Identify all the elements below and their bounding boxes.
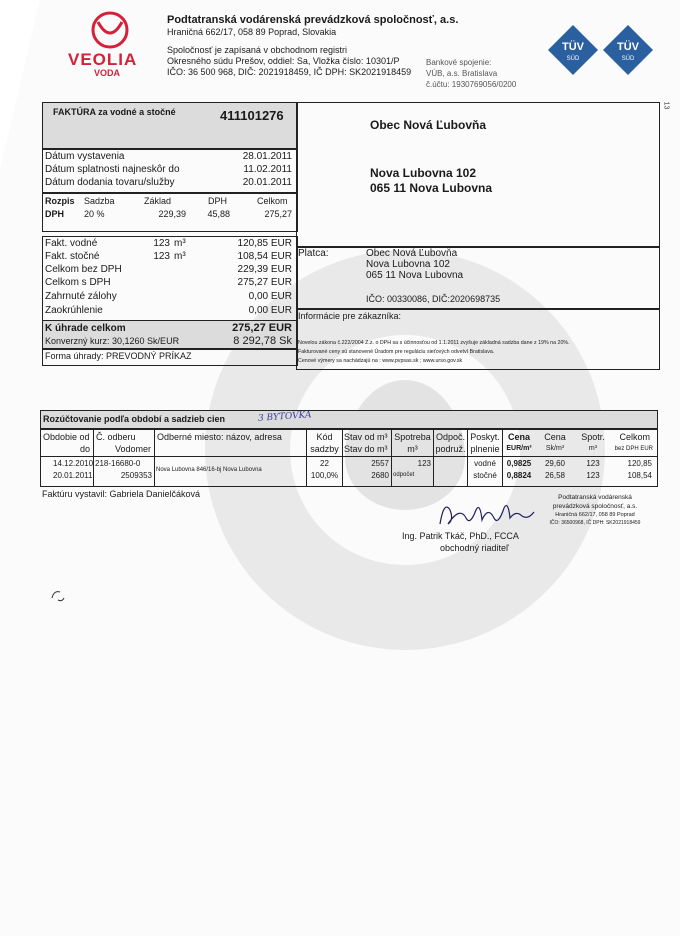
total-unit: m³ xyxy=(174,251,186,262)
hdr-spotr: Spotr. xyxy=(581,432,605,442)
date-due: 11.02.2011 xyxy=(243,164,292,175)
hdr-vodomer: Vodomer xyxy=(114,444,151,454)
company-ids: IČO: 36 500 968, DIČ: 2021918459, IČ DPH: SK2021918459 xyxy=(167,67,412,77)
row-plnenie: stočné xyxy=(473,471,497,480)
total-label: Zahrnuté zálohy xyxy=(45,291,117,302)
date-delivery: 20.01.2011 xyxy=(242,177,292,188)
total-qty: 123 xyxy=(153,251,170,262)
hdr-celkom: Celkom xyxy=(619,432,650,442)
total-value: 108,54 EUR xyxy=(237,251,292,262)
folded-corner xyxy=(0,0,40,170)
conversion-value: 8 292,78 Sk xyxy=(233,335,292,347)
total-value: 229,39 EUR xyxy=(237,264,292,275)
hdr-stav-od: Stav od m³ xyxy=(344,432,388,442)
payer-city: 065 11 Nova Lubovna xyxy=(366,270,464,281)
total-value: 275,27 EUR xyxy=(237,277,292,288)
hdr-miesto: Odberné miesto: názov, adresa xyxy=(157,432,282,442)
recipient-name: Obec Nová Ľubovňa xyxy=(370,118,487,132)
hdr-plnenie: plnenie xyxy=(470,444,500,454)
vat-celkom-header: Celkom xyxy=(257,196,288,206)
total-value: 120,85 EUR xyxy=(237,238,292,249)
payer-name: Obec Nová Ľubovňa xyxy=(366,248,458,259)
info-line-2: Fakturované ceny sú stanovené Úradom pre reguláciu sieťových odvetví Bratislava. xyxy=(298,349,495,355)
total-label: Zaokrúhlenie xyxy=(45,305,103,316)
bank-name: VÚB, a.s. Bratislava xyxy=(426,69,498,78)
payer-label: Platca: xyxy=(298,248,329,259)
row-cena-sk: 26,58 xyxy=(544,471,566,480)
row-spotreba-note: odpočet xyxy=(393,472,415,478)
row-spotreba: 123 xyxy=(417,459,431,468)
bank-label: Bankové spojenie: xyxy=(426,58,492,67)
hdr-obdobie-do: do xyxy=(79,444,90,454)
vat-total: 275,27 xyxy=(264,209,292,219)
handwritten-note: 3 BYTOVKA xyxy=(257,410,312,424)
date-delivery-label: Dátum dodania tovaru/služby xyxy=(45,177,175,188)
hdr-podruz: podruž. xyxy=(435,444,466,454)
row-from: 14.12.2010 xyxy=(53,459,94,468)
hdr-spotr-unit: m³ xyxy=(588,445,598,452)
invoice-number: 411101276 xyxy=(220,108,284,123)
to-pay-value: 275,27 EUR xyxy=(232,322,292,334)
bank-account: č.účtu: 1930769056/0200 xyxy=(426,80,517,89)
row-celkom: 108,54 xyxy=(627,471,652,480)
to-pay-label: K úhrade celkom xyxy=(45,323,126,334)
row-cena-sk: 29,60 xyxy=(544,459,566,468)
hdr-obdobie: Obdobie od xyxy=(43,432,90,442)
row-stav-do: 2680 xyxy=(371,471,389,480)
hdr-stav-do: Stav do m³ xyxy=(344,444,388,454)
total-value: 0,00 EUR xyxy=(248,305,292,316)
total-unit: m³ xyxy=(174,238,186,249)
registry-line-2: Okresného súdu Prešov, oddiel: Sa, Vložka číslo: 10301/P xyxy=(167,56,400,66)
stamp-line-3: Hraničná 662/17, 058 89 Poprad xyxy=(555,512,635,518)
payment-method: Forma úhrady: PREVODNÝ PRÍKAZ xyxy=(45,351,192,361)
recipient-city: 065 11 Nova Lubovna xyxy=(370,181,493,195)
svg-text:TÜV: TÜV xyxy=(617,41,639,53)
row-spotr: 123 xyxy=(586,459,600,468)
row-to: 20.01.2011 xyxy=(53,471,93,480)
col-divider xyxy=(342,428,343,486)
hdr-cena-eur: Cena xyxy=(507,432,530,442)
conversion-rate: Konverzný kurz: 30,1260 Sk/EUR xyxy=(45,336,180,346)
row-plnenie: vodné xyxy=(474,459,496,468)
logo-subtext: VODA xyxy=(94,68,121,78)
hdr-cena-sk: Cena xyxy=(544,432,566,442)
total-qty: 123 xyxy=(153,238,170,249)
info-line-3: Cenové výmery sa nachádzajú na : www.pvpsas.sk ; www.urso.gov.sk xyxy=(298,358,463,364)
svg-text:SÜD: SÜD xyxy=(621,56,635,62)
vat-tax: 45,88 xyxy=(207,209,230,219)
row-cena-eur: 0,9825 xyxy=(506,459,532,468)
veolia-logo-icon xyxy=(82,10,138,50)
info-line-1: Novelou zákona č.222/2004 Z.z. o DPH sa s účinnosťou od 1.1.2011 zvyšuje základná sadzba dane z 19% na 20%. xyxy=(298,340,570,346)
hdr-spotreba-unit: m³ xyxy=(407,444,418,454)
total-label: Fakt. stočné xyxy=(45,251,100,262)
hdr-poskyt: Poskyt. xyxy=(470,432,500,442)
row-kod-pct: 100,0% xyxy=(310,471,339,480)
col-divider xyxy=(93,428,94,486)
date-issued-label: Dátum vystavenia xyxy=(45,151,125,162)
vat-row-label: DPH xyxy=(45,209,65,219)
total-value: 0,00 EUR xyxy=(248,291,292,302)
row-vodomer: 2509353 xyxy=(120,471,152,480)
row-odber: 218-16680-0 xyxy=(95,459,141,468)
signature-icon xyxy=(436,496,536,532)
col-divider xyxy=(154,428,155,486)
row-stav-od: 2557 xyxy=(371,459,389,468)
stamp-line-4: IČO: 36500968, IČ DPH: SK2021918459 xyxy=(549,520,641,526)
hdr-odpoc: Odpoč. xyxy=(435,432,466,442)
total-label: Celkom bez DPH xyxy=(45,264,122,275)
svg-text:SÜD: SÜD xyxy=(566,56,580,62)
date-due-label: Dátum splatnosti najneskôr do xyxy=(45,164,180,175)
vat-base: 229,39 xyxy=(158,209,186,219)
payer-ids: IČO: 00330086, DIČ:2020698735 xyxy=(366,294,501,304)
signer-role: obchodný riaditeľ xyxy=(440,543,509,553)
tuv-badge-icon xyxy=(602,24,654,76)
stamp-line-2: prevádzková spoločnosť, a.s. xyxy=(552,503,638,510)
svg-text:TÜV: TÜV xyxy=(562,41,584,53)
registry-line-1: Spoločnosť je zapísaná v obchodnom registri xyxy=(167,45,347,55)
hdr-celkom-unit: bez DPH EUR xyxy=(614,446,653,452)
hdr-cena-sk-unit: Sk/m³ xyxy=(545,445,565,452)
company-address: Hraničná 662/17, 058 89 Poprad, Slovakia xyxy=(167,27,337,37)
stamp-line-1: Podtatranská vodárenská xyxy=(558,494,632,501)
hdr-cena-eur-unit: EUR/m³ xyxy=(506,445,532,452)
breakdown-header-divider xyxy=(40,456,658,457)
date-issued: 28.01.2011 xyxy=(242,151,292,162)
row-kod: 22 xyxy=(320,459,329,468)
vat-sadzba-header: Sadzba xyxy=(84,196,115,206)
hdr-spotreba: Spotreba xyxy=(394,432,431,442)
info-label: Informácie pre zákazníka: xyxy=(298,311,402,321)
hdr-odber: Č. odberu xyxy=(96,432,136,442)
hdr-sadzby: sadzby xyxy=(310,444,339,454)
company-name: Podtatranská vodárenská prevádzková spoločnosť, a.s. xyxy=(167,14,459,26)
pen-mark-icon xyxy=(48,586,68,606)
row-miesto: Nova Lubovna 846/16-bj Nova Lubovna xyxy=(156,467,262,473)
breakdown-title: Rozúčtovanie podľa období a sadzieb cien xyxy=(43,414,225,424)
total-label: Celkom s DPH xyxy=(45,277,111,288)
issuer: Faktúru vystavil: Gabriela Danielčáková xyxy=(42,489,201,499)
payer-street: Nova Lubovna 102 xyxy=(366,259,450,270)
vat-rozpis: Rozpis xyxy=(45,196,75,206)
total-label: Fakt. vodné xyxy=(45,238,98,249)
vat-dph-header: DPH xyxy=(208,196,228,206)
signer-name: Ing. Patrik Tkáč, PhD., FCCA xyxy=(402,531,519,541)
side-page-number: 13 xyxy=(662,101,670,110)
vat-rate: 20 % xyxy=(84,209,105,219)
recipient-street: Nova Lubovna 102 xyxy=(370,166,477,180)
hdr-kod: Kód xyxy=(316,432,333,442)
logo-text: VEOLIA xyxy=(68,50,138,69)
tuv-badge-icon xyxy=(547,24,599,76)
invoice-title: FAKTÚRA za vodné a stočné xyxy=(53,107,176,117)
vat-zaklad-header: Základ xyxy=(144,196,172,206)
row-cena-eur: 0,8824 xyxy=(506,471,532,480)
row-celkom: 120,85 xyxy=(627,459,652,468)
row-spotr: 123 xyxy=(586,471,600,480)
